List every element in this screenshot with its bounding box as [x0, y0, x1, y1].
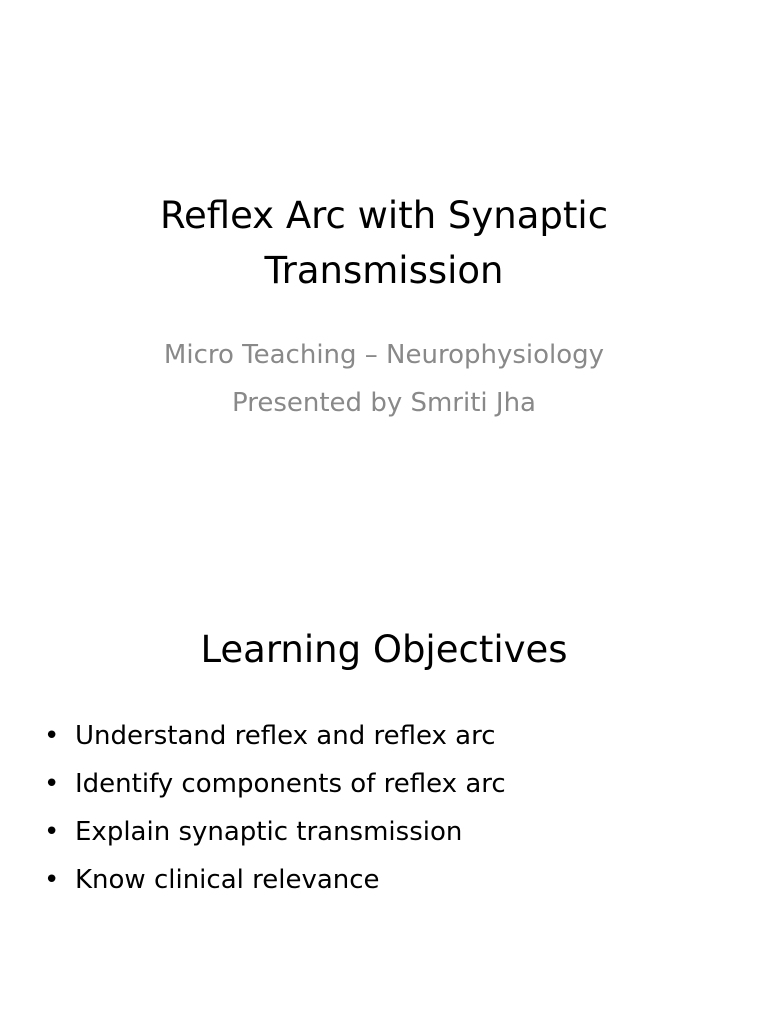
slide-title	[0, 188, 768, 298]
list-item	[44, 808, 744, 856]
objective-text: Know clinical relevance	[75, 865, 380, 895]
list-item	[44, 760, 744, 808]
objectives-list	[44, 712, 744, 904]
bullet-icon: •	[44, 721, 60, 751]
subtitle-line-1: Micro Teaching – Neurophysiology	[163, 340, 605, 370]
learning-objectives-heading: Learning Objectives	[200, 628, 568, 671]
objective-text: Explain synaptic transmission	[75, 817, 463, 847]
slide-subtitle	[0, 331, 768, 427]
objective-text: Identify components of reflex arc	[75, 769, 506, 799]
subtitle-line-2: Presented by Smriti Jha	[232, 388, 536, 418]
bullet-icon: •	[44, 817, 60, 847]
list-item	[44, 856, 744, 904]
slide-title-line-1: Reflex Arc with Synaptic	[159, 194, 609, 237]
objective-text: Understand reflex and reflex arc	[75, 721, 496, 751]
list-item	[44, 712, 744, 760]
slide-title-line-2: Transmission	[264, 249, 504, 292]
bullet-icon: •	[44, 865, 60, 895]
bullet-icon: •	[44, 769, 60, 799]
